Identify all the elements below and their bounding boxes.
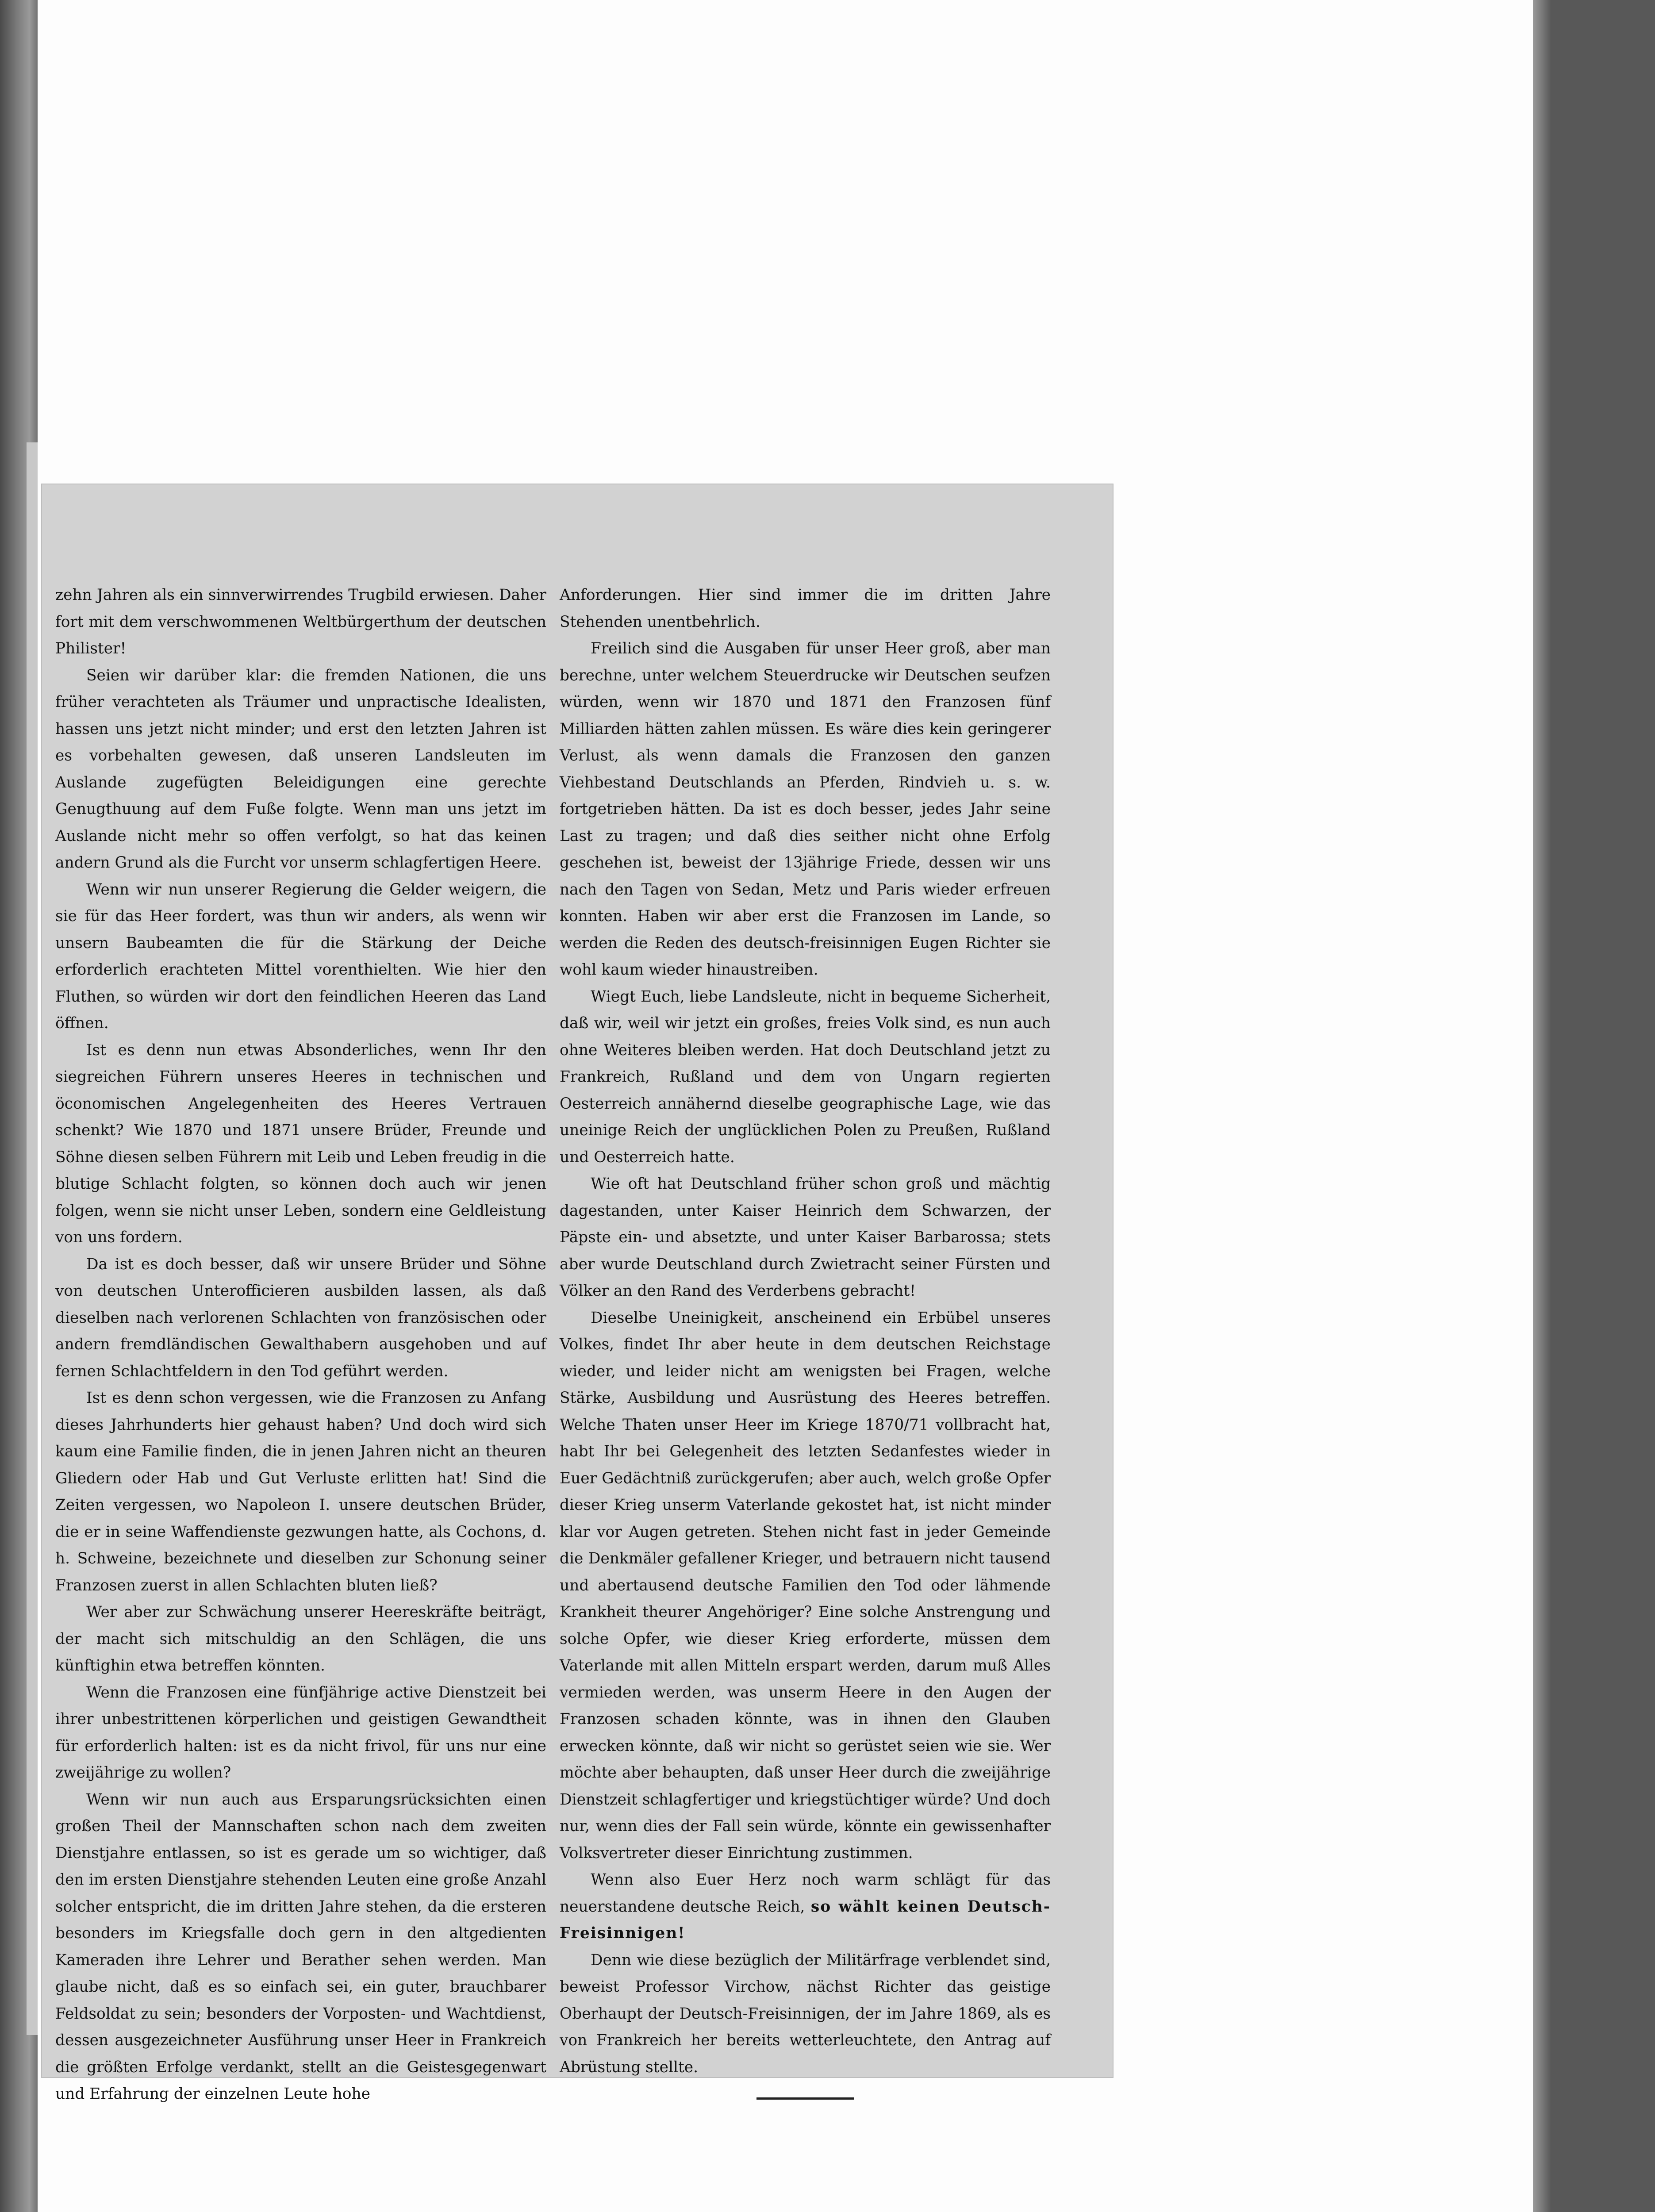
paragraph: Wenn wir nun auch aus Ersparungsrücksichten einen großen Theil der Mannschaften schon nach dem zweiten Dienstjahre entlassen, so ist es gerade um so wichtiger, daß den im ersten Dienstjahre stehenden Leuten eine große Anzahl solcher entspricht, die im dritten Jahre stehen, da die ersteren besonders im Kriegsfalle doch gern in den altgedienten Kameraden ihre Lehrer und Berather sehen werden. Man glaube nicht, daß es so einfach sei, ein guter, brauchbarer Feldsoldat zu sein; besonders der Vorposten- und Wachtdienst, dessen ausgezeichneter Ausführung unser Heer in Frankreich die größten Erfolge verdankt, stellt an die Geistesgegenwart und Erfahrung der einzelnen Leute hohe — [55, 1790, 546, 2103]
appeal-slogan: so wählt keinen Deutsch-Freisinnigen! — [560, 1897, 1051, 1942]
appeal-text: Wenn also Euer Herz noch warm schlägt für das neuerstandene deutsche Reich, — [560, 1871, 1051, 1916]
newspaper-clipping — [42, 484, 1113, 2103]
paragraph: Ist es denn nun etwas Absonderliches, wenn Ihr den siegreichen Führern unseres Heeres in technischen und öconomischen Angelegenheiten des Heeres Vertrauen schenkt? Wie 1870 und 1871 unsere Brüder, Freunde und Söhne diesen selben Führern mit Leib und Leben freudig in die blutige Schlacht folgten, so können doch auch wir jenen folgen, wenn sie nicht unser Leben, sondern eine Geldleistung von uns fordern. — [55, 1041, 546, 1246]
end-rule — [756, 2097, 854, 2100]
right-column — [560, 582, 1051, 2100]
page-shadow — [1533, 0, 1551, 2212]
paragraph: Wenn die Franzosen eine fünfjährige active Dienstzeit bei ihrer unbestrittenen körperlichen und geistigen Gewandtheit für erforderlich halten: ist es da nicht frivol, für uns nur eine zweijährige zu wollen? — [55, 1683, 546, 1782]
left-column — [55, 582, 546, 2108]
paragraph: Wiegt Euch, liebe Landsleute, nicht in bequeme Sicherheit, daß wir, weil wir jetzt ein großes, freies Volk sind, es nun auch ohne Weiteres bleiben werden. Hat doch Deutschland jetzt zu Frankreich, Rußland und dem von Ungarn regierten Oesterreich annähernd dieselbe geographische Lage, wie das uneinige Reich der unglücklichen Polen zu Preußen, Rußland und Oesterreich hatte. — [560, 987, 1051, 1166]
closing-appeal — [560, 1866, 1051, 1947]
paragraph: Wie oft hat Deutschland früher schon groß und mächtig dagestanden, unter Kaiser Heinrich dem Schwarzen, der Päpste ein- und absetzte, und unter Kaiser Barbarossa; stets aber wurde Deutschland durch Zwietracht seiner Fürsten und Völker an den Rand des Verderbens gebracht! — [560, 1175, 1051, 1300]
paragraph: Dieselbe Uneinigkeit, anscheinend ein Erbübel unseres Volkes, findet Ihr aber heute in dem deutschen Reichstage wieder, und leider nicht am wenigsten bei Fragen, welche Stärke, Ausbildung und Ausrüstung des Heeres betreffen. Welche Thaten unser Heer im Kriege 1870/71 vollbracht hat, habt Ihr bei Gelegenheit des letzten Sedanfestes wieder in Euer Gedächtniß zurückgerufen; aber auch, welch große Opfer dieser Krieg unserm Vaterlande gekostet hat, ist nicht minder klar vor Augen getreten. Stehen nicht fast in jeder Gemeinde die Denkmäler gefallener Krieger, und betrauern nicht tausend und abertausend deutsche Familien den Tod oder lähmende Krankheit theurer Angehöriger? Eine solche Anstrengung und solche Opfer, wie dieser Krieg erforderte, müssen dem Vaterlande mit allen Mitteln erspart werden, darum muß Alles vermieden werden, was unserm Heere in den Augen der Franzosen schaden könnte, was in ihnen den Glauben erwecken könnte, daß wir nicht so gerüstet seien wie sie. Wer möchte aber behaupten, daß unser Heer durch die zweijährige Dienstzeit schlagfertiger und kriegstüchtiger würde? Und doch nur, wenn dies der Fall sein würde, könnte ein gewissenhafter Volksvertreter dieser Einrichtung zustimmen. — [560, 1309, 1051, 1862]
paragraph: Freilich sind die Ausgaben für unser Heer groß, aber man berechne, unter welchem Steuerdrucke wir Deutschen seufzen würden, wenn wir 1870 und 1871 den Franzosen fünf Milliarden hätten zahlen müssen. Es wäre dies kein geringerer Verlust, als wenn damals die Franzosen den ganzen Viehbestand Deutschlands an Pferden, Rindvieh u. s. w. fortgetrieben hätten. Da ist es doch besser, jedes Jahr seine Last zu tragen; und daß dies seither nicht ohne Erfolg geschehen ist, beweist der 13jährige Friede, dessen wir uns nach den Tagen von Sedan, Metz und Paris wieder erfreuen konnten. Haben wir aber erst die Franzosen im Lande, so werden die Reden des deutsch-freisinnigen Eugen Richter sie wohl kaum wieder hinaustreiben. — [560, 640, 1051, 979]
paragraph: Denn wie diese bezüglich der Militärfrage verblendet sind, beweist Professor Virchow, nächst Richter das geistige Oberhaupt der Deutsch-Freisinnigen, der im Jahre 1869, als es von Frankreich her bereits wetterleuchtete, den Antrag auf Abrüstung stellte. — [560, 1951, 1051, 2076]
paragraph: Anforderungen. Hier sind immer die im dritten Jahre Stehenden unentbehrlich. — [560, 586, 1051, 631]
paragraph: zehn Jahren als ein sinnverwirrendes Trugbild erwiesen. Daher fort mit dem verschwommenen Weltbürgerthum der deutschen Philister! — [55, 586, 546, 657]
paragraph: Wenn wir nun unserer Regierung die Gelder weigern, die sie für das Heer fordert, was thun wir anders, als wenn wir unsern Baubeamten die für die Stärkung der Deiche erforderlich erachteten Mittel vorenthielten. Wie hier den Fluthen, so würden wir dort den feindlichen Heeren das Land öffnen. — [55, 880, 546, 1032]
paragraph: Ist es denn schon vergessen, wie die Franzosen zu Anfang dieses Jahrhunderts hier gehaust haben? Und doch wird sich kaum eine Familie finden, die in jenen Jahren nicht an theuren Gliedern oder Hab und Gut Verluste erlitten hat! Sind die Zeiten vergessen, wo Napoleon I. unsere deutschen Brüder, die er in seine Waffendienste gezwungen hatte, als Cochons, d. h. Schweine, bezeichnete und dieselben zur Schonung seiner Franzosen zuerst in allen Schlachten bluten ließ? — [55, 1389, 546, 1594]
paragraph: Da ist es doch besser, daß wir unsere Brüder und Söhne von deutschen Unterofficieren ausbilden lassen, als daß dieselben nach verlorenen Schlachten von französischen oder andern fremdländischen Gewalthabern ausgehoben und auf fernen Schlachtfeldern in den Tod geführt werden. — [55, 1255, 546, 1380]
paragraph: Seien wir darüber klar: die fremden Nationen, die uns früher verachteten als Träumer und unpractische Idealisten, hassen uns jetzt nicht minder; und erst den letzten Jahren ist es vorbehalten gewesen, daß unseren Landsleuten im Auslande zugefügten Beleidigungen eine gerechte Genugthuung auf dem Fuße folgte. Wenn man uns jetzt im Auslande nicht mehr so offen verfolgt, so hat das keinen andern Grund als die Furcht vor unserm schlagfertigen Heere. — [55, 666, 546, 872]
paragraph: Wer aber zur Schwächung unserer Heereskräfte beiträgt, der macht sich mitschuldig an den Schlägen, die uns künftighin etwa betreffen könnten. — [55, 1603, 546, 1674]
